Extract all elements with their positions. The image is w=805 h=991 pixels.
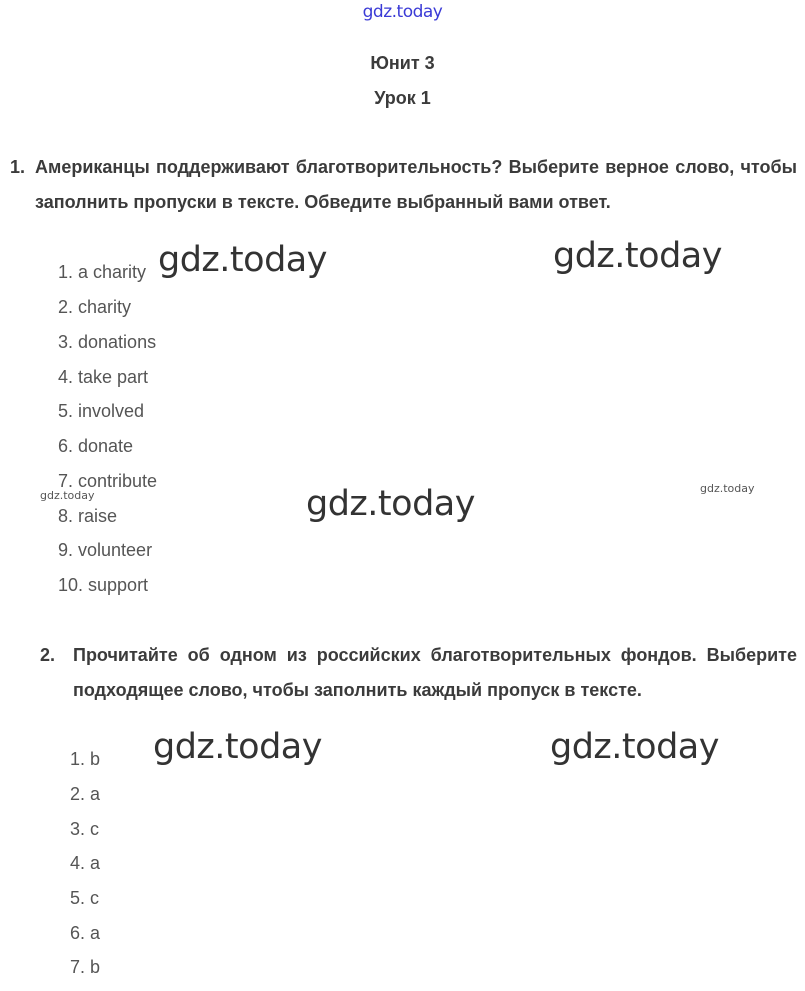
task-1-answer-7: 7. contribute [58,471,158,491]
task-1-answer-3: 3. donations [58,332,157,352]
task-1-answer-1: 1. a charity [58,262,147,282]
task-2-instruction: Прочитайте об одном из российских благотворительных фондов. Выберите подходящее слово, чтобы заполнить каждый пропуск в тексте. [73,645,797,700]
task-2-answer-2: 2. a [70,784,101,804]
task-2-answer-4: 4. a [70,853,101,873]
task-1-answer-5: 5. involved [58,401,145,421]
task-1-answer-6: 6. donate [58,436,134,456]
task-1-instruction: Американцы поддерживают благотворительность? Выберите верное слово, чтобы заполнить пропуски в тексте. Обведите выбранный вами ответ. [35,157,797,212]
task-2-answer-7: 7. b [70,957,101,977]
task-1-answer-10: 10. support [58,575,149,595]
watermark: gdz.today [550,727,719,767]
watermark: gdz.today [153,727,322,767]
watermark-small: gdz.today [40,489,95,502]
task-2-number: 2. [40,645,56,665]
lesson-heading: Урок 1 [374,88,431,108]
watermark: gdz.today [306,484,475,524]
task-1-number: 1. [10,157,26,177]
watermark: gdz.today [158,240,327,280]
task-2-answer-6: 6. a [70,923,101,943]
task-2-answer-1: 1. b [70,749,101,769]
task-1-answer-4: 4. take part [58,367,149,387]
unit-heading: Юнит 3 [370,53,435,73]
task-1-answer-2: 2. charity [58,297,132,317]
watermark-small: gdz.today [700,482,755,495]
task-1-answer-8: 8. raise [58,506,118,526]
site-logo[interactable]: gdz.today [362,2,443,22]
task-1-answer-9: 9. volunteer [58,540,153,560]
task-2-answer-3: 3. c [70,819,100,839]
task-2-answer-5: 5. c [70,888,100,908]
watermark: gdz.today [553,236,722,276]
